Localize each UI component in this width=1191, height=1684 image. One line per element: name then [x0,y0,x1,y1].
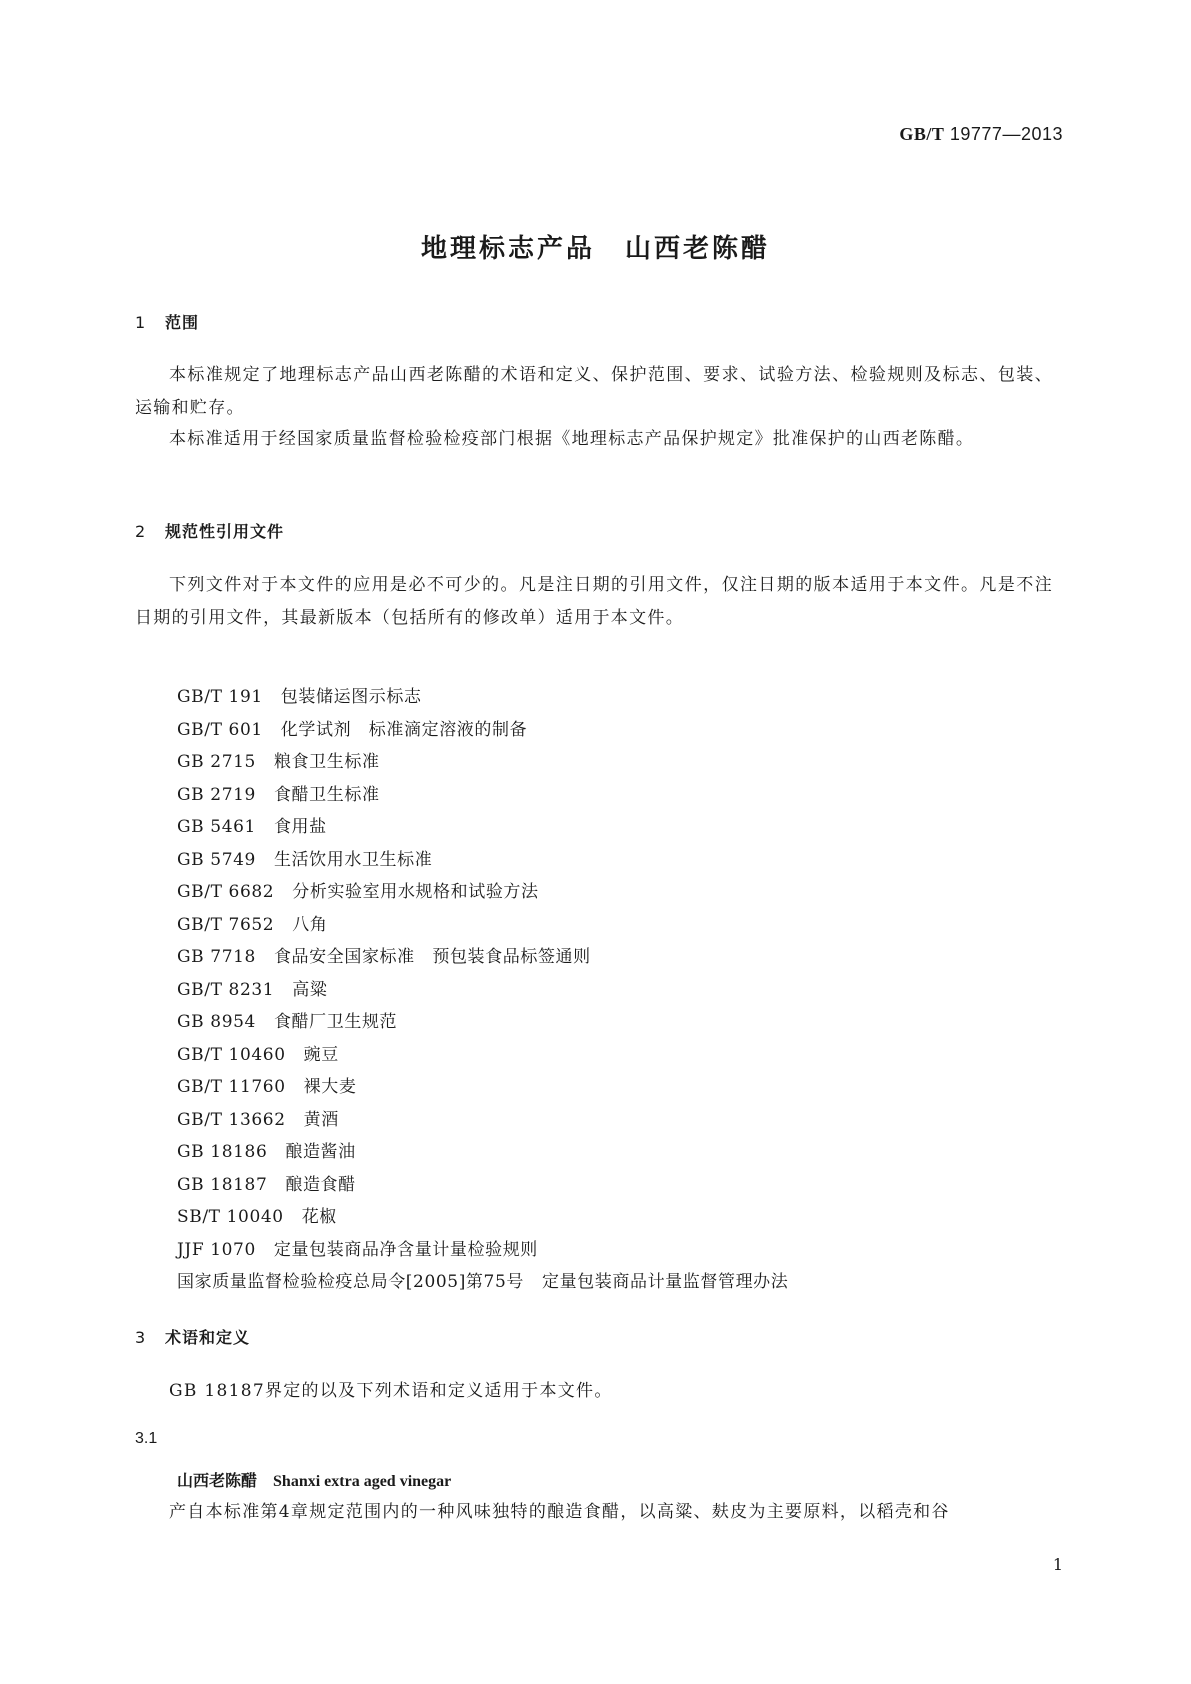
reference-code: GB 2719 [177,784,256,805]
reference-code: GB 18187 [177,1174,268,1195]
reference-item [177,1266,788,1299]
reference-title: 食品安全国家标准 预包装食品标签通则 [273,947,591,967]
reference-code: GB 8954 [177,1012,256,1032]
reference-item [177,909,788,942]
section-1-heading [135,310,199,333]
reference-code: GB/T 7652 [177,914,275,935]
reference-title: 化学试剂 标准滴定溶液的制备 [280,719,528,740]
term-number: 3.1 [135,1430,158,1447]
reference-item [177,876,788,909]
reference-title: 生活饮用水卫生标准 [273,849,433,870]
title-part-2: 山西老陈醋 [625,234,771,264]
reference-item [177,844,788,877]
reference-code: SB/T 10040 [177,1207,284,1227]
reference-item [177,1104,788,1137]
reference-code: 国家质量监督检验检疫总局令[2005]第75号 [177,1272,524,1292]
reference-title: 豌豆 [303,1044,339,1065]
reference-code: GB/T 191 [177,687,263,707]
reference-code: GB/T 6682 [177,882,275,902]
reference-code: GB 5749 [177,849,256,870]
reference-code: JJF 1070 [177,1239,256,1260]
reference-item [177,1071,788,1104]
term-heading [177,1468,451,1491]
reference-title: 包装储运图示标志 [280,687,422,707]
reference-title: 酿造食醋 [285,1174,356,1195]
scope-paragraph-1: 本标准规定了地理标志产品山西老陈醋的术语和定义、保护范围、要求、试验方法、检验规则及标志、包装、运输和贮存。 [135,365,1053,418]
reference-code: GB/T 13662 [177,1109,286,1130]
reference-title: 裸大麦 [303,1077,357,1097]
reference-item [177,714,788,747]
standard-number: 19777—2013 [949,124,1063,144]
section-2-heading [135,519,284,542]
normative-references-list [177,681,788,1299]
section-number: 2 [135,522,147,541]
reference-title: 酿造酱油 [285,1142,356,1162]
reference-title: 花椒 [301,1207,337,1227]
reference-code: GB/T 8231 [177,979,275,1000]
reference-item [177,681,788,714]
reference-code: GB/T 10460 [177,1044,286,1065]
reference-item [177,746,788,779]
reference-title: 黄酒 [303,1109,339,1130]
scope-paragraph-2: 本标准适用于经国家质量监督检验检疫部门根据《地理标志产品保护规定》批准保护的山西老陈醋。 [169,429,975,449]
reference-item [177,974,788,1007]
reference-title: 食用盐 [273,817,327,837]
section-title: 规范性引用文件 [165,522,285,541]
reference-title: 食醋卫生标准 [273,784,380,805]
term-english: Shanxi extra aged vinegar [273,1473,452,1490]
reference-item [177,1136,788,1169]
page-number: 1 [1052,1555,1063,1574]
reference-title: 食醋厂卫生规范 [273,1012,398,1032]
section-number: 1 [135,313,147,332]
section-number: 3 [135,1328,147,1347]
reference-code: GB/T 601 [177,719,263,740]
reference-item [177,1006,788,1039]
reference-code: GB 2715 [177,752,256,772]
terms-intro: GB 18187界定的以及下列术语和定义适用于本文件。 [169,1381,613,1401]
reference-item [177,779,788,812]
term-chinese: 山西老陈醋 [177,1471,258,1490]
reference-title: 粮食卫生标准 [273,752,380,772]
standard-prefix: GB/T [899,124,945,144]
reference-code: GB 18186 [177,1142,268,1162]
reference-item [177,811,788,844]
reference-title: 分析实验室用水规格和试验方法 [292,882,539,902]
title-part-1: 地理标志产品 [420,234,595,264]
reference-item [177,1039,788,1072]
reference-title: 定量包装商品净含量计量检验规则 [273,1239,538,1260]
standard-code [899,124,1063,145]
reference-code: GB 5461 [177,817,256,837]
section-title: 范围 [165,313,200,332]
term-definition: 产自本标准第4章规定范围内的一种风味独特的酿造食醋，以高粱、麸皮为主要原料，以稻壳和谷 [169,1502,950,1522]
reference-title: 高粱 [292,979,328,1000]
reference-title: 八角 [292,914,328,935]
references-intro: 下列文件对于本文件的应用是必不可少的。凡是注日期的引用文件，仅注日期的版本适用于本文件。凡是不注日期的引用文件，其最新版本（包括所有的修改单）适用于本文件。 [135,575,1053,628]
section-3-heading [135,1325,250,1348]
reference-item [177,941,788,974]
document-title [0,228,1191,265]
reference-item [177,1234,788,1267]
reference-item [177,1201,788,1234]
section-title: 术语和定义 [165,1328,251,1347]
reference-item [177,1169,788,1202]
reference-title: 定量包装商品计量监督管理办法 [541,1272,789,1292]
reference-code: GB/T 11760 [177,1077,286,1097]
reference-code: GB 7718 [177,947,256,967]
